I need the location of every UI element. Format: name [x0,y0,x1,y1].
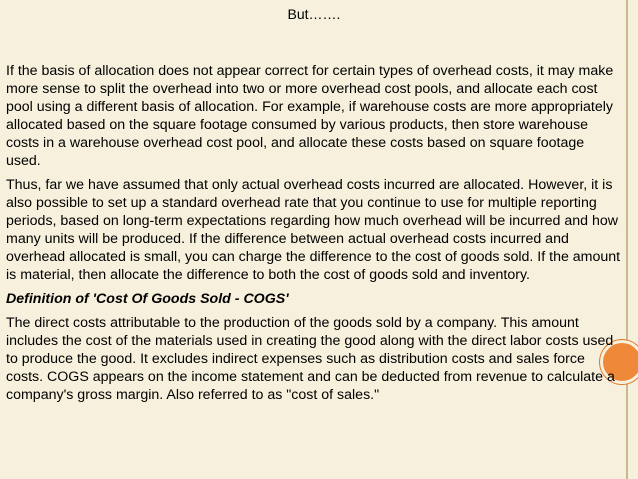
slide-title: But……. [287,6,341,22]
slide-body [6,62,622,410]
paragraph-overhead-pools: If the basis of allocation does not appear correct for certain types of overhead costs, it may make more sense to split the overhead into two or more overhead cost pools, and allocate each cost pool using a different basis of allocation. For example, if warehouse costs are more appropriately allocated based on the square footage consumed by various products, then store warehouse costs in a warehouse overhead cost pool, and allocate these costs based on square footage used. [6,63,614,169]
paragraph-standard-overhead-rate: Thus, far we have assumed that only actual overhead costs incurred are allocated. However, it is also possible to set up a standard overhead rate that you continue to use for multiple reporting periods, based on long-term expectations regarding how much overhead will be incurred and how many units will be produced. If the difference between actual overhead costs incurred and overhead allocated is small, you can charge the difference to the cost of goods sold. If the amount is material, then allocate the difference to both the cost of goods sold and inventory. [6,177,621,283]
paragraph-cogs-definition: The direct costs attributable to the production of the goods sold by a company. This amount includes the cost of the materials used in creating the good along with the direct labor costs used to produce the good. It excludes indirect expenses such as distribution costs and sales force costs. COGS appears on the income statement and can be deducted from revenue to calculate a company's gross margin. Also referred to as "cost of sales." [6,315,615,403]
cogs-definition-heading: Definition of 'Cost Of Goods Sold - COGS' [6,291,289,307]
